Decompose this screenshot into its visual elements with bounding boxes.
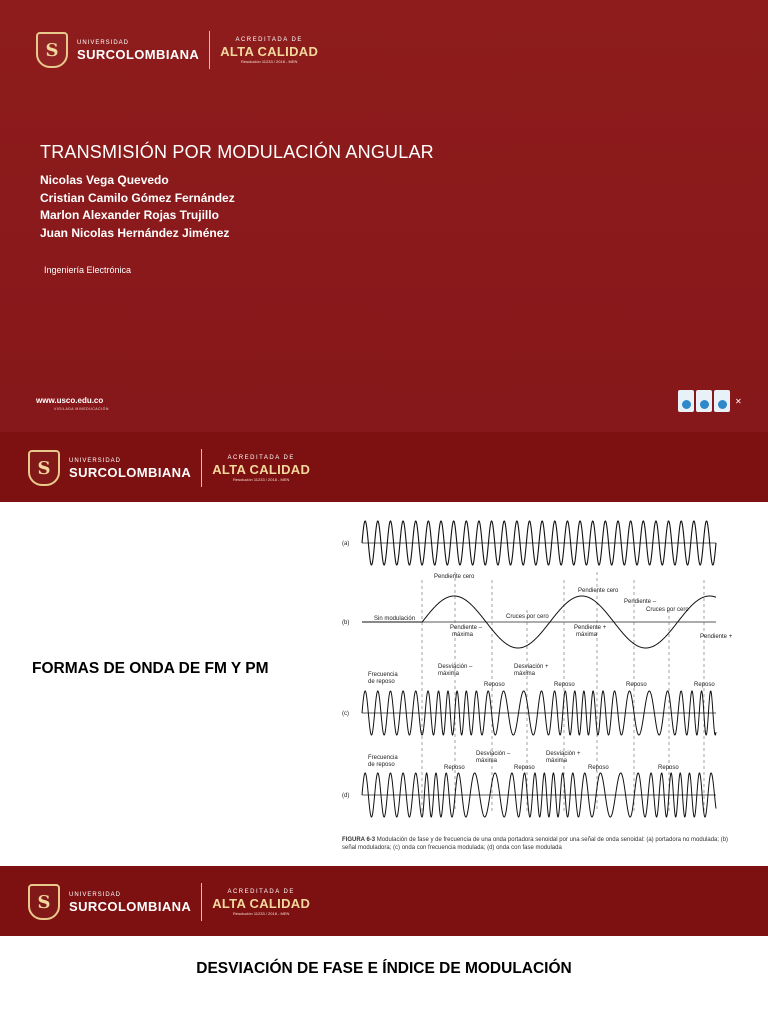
author-name: Nicolas Vega Quevedo — [40, 173, 169, 187]
label-zero-slope: Pendiente cero — [578, 588, 619, 594]
label-neg-slope-max: máxima — [452, 632, 474, 638]
label-deviation-neg: Desviación – — [438, 664, 473, 670]
university-small: UNIVERSIDAD — [77, 39, 130, 46]
accreditation-mark — [220, 37, 318, 64]
row-label: (a) — [342, 541, 350, 547]
label-no-modulation: Sin modulación — [374, 616, 416, 622]
certification-badges — [678, 390, 742, 412]
label-pos-slope-max: máxima — [576, 632, 598, 638]
university-logo — [28, 883, 310, 921]
label-neg-slope: Pendiente – — [450, 625, 483, 631]
logo-divider — [201, 883, 202, 921]
label-deviation-pos: Desviación + — [514, 664, 549, 670]
label-deviation-neg-max: máxima — [438, 671, 460, 677]
website-sub: VIGILADA MINEDUCACIÓN — [54, 407, 109, 411]
label-pos-slope: Pendiente + — [700, 634, 733, 640]
figure-caption — [342, 836, 732, 852]
close-icon: ✕ — [735, 396, 742, 406]
accreditation-mark — [212, 889, 310, 916]
caption-text: Modulación de fase y de frecuencia de una onda portadora senoidal por una señal de onda senoidal: (a) portadora no modulada; (b) señal moduladora; (c) onda con frecuencia modulada; (d) onda con fase modulada — [342, 837, 729, 851]
program-name: Ingeniería Electrónica — [44, 265, 132, 275]
author-name: Marlon Alexander Rojas Trujillo — [40, 208, 219, 222]
author-name: Cristian Camilo Gómez Fernández — [40, 190, 235, 205]
logo-divider — [201, 449, 202, 487]
label-deviation-pos-max: máxima — [546, 758, 568, 764]
label-rest-frequency: Frecuencia — [368, 672, 398, 678]
label-rest: Reposo — [626, 682, 647, 688]
label-neg-slope: Pendiente – — [624, 599, 657, 605]
certification-badge-icon — [696, 390, 712, 412]
accredited-small: ACREDITADA DE — [227, 888, 295, 895]
label-rest: Reposo — [444, 765, 465, 771]
label-rest: Reposo — [514, 765, 535, 771]
accredited-big: ALTA CALIDAD — [220, 43, 319, 59]
waveform-figure — [338, 512, 733, 834]
shield-icon: S — [28, 884, 60, 920]
accreditation-resolution: Resolución 11233 / 2018 - MEN — [232, 910, 290, 916]
accreditation-mark — [212, 455, 310, 482]
slide-title: FORMAS DE ONDA DE FM Y PM — [32, 660, 269, 677]
accredited-small: ACREDITADA DE — [227, 454, 295, 461]
university-small: UNIVERSIDAD — [69, 891, 122, 898]
label-rest: Reposo — [484, 682, 505, 688]
slide-header — [0, 432, 768, 502]
university-name: SURCOLOMBIANA — [77, 46, 200, 62]
accredited-big: ALTA CALIDAD — [212, 895, 311, 911]
caption-figure-number: FIGURA 6-3 — [342, 837, 376, 843]
accredited-small: ACREDITADA DE — [235, 36, 303, 43]
university-name: SURCOLOMBIANA — [69, 898, 192, 914]
label-rest-frequency: Frecuencia — [368, 755, 398, 761]
university-name: SURCOLOMBIANA — [69, 464, 192, 480]
label-rest-frequency-2: de reposo — [368, 762, 395, 768]
university-wordmark — [69, 892, 191, 913]
label-deviation-neg: Desviación – — [476, 751, 511, 757]
university-small: UNIVERSIDAD — [69, 457, 122, 464]
university-wordmark — [77, 40, 199, 61]
label-pos-slope: Pendiente + — [574, 625, 607, 631]
shield-icon: S — [28, 450, 60, 486]
university-wordmark — [69, 458, 191, 479]
certification-badge-icon — [714, 390, 730, 412]
label-rest: Reposo — [554, 682, 575, 688]
university-logo — [36, 31, 318, 69]
accreditation-resolution: Resolución 11233 / 2018 - MEN — [232, 476, 290, 482]
label-rest: Reposo — [694, 682, 715, 688]
label-zero-crossings: Cruces por cero — [506, 614, 549, 620]
website-url: www.usco.edu.co — [36, 396, 104, 405]
shield-icon: S — [36, 32, 68, 68]
label-deviation-neg-max: máxima — [476, 758, 498, 764]
row-label: (b) — [342, 620, 350, 626]
slide-title: DESVIACIÓN DE FASE E ÍNDICE DE MODULACIÓN — [196, 960, 572, 977]
label-rest: Reposo — [658, 765, 679, 771]
slide-title: TRANSMISIÓN POR MODULACIÓN ANGULAR — [40, 142, 434, 162]
slide-header — [0, 866, 768, 936]
logo-divider — [209, 31, 210, 69]
label-zero-crossings: Cruces por cero — [646, 607, 689, 613]
row-label: (c) — [342, 711, 349, 717]
label-deviation-pos: Desviación + — [546, 751, 581, 757]
waveforms-slide — [0, 432, 768, 866]
accreditation-resolution: Resolución 11233 / 2018 - MEN — [240, 58, 298, 64]
certification-badge-icon — [678, 390, 694, 412]
author-name: Juan Nicolas Hernández Jiménez — [40, 225, 230, 240]
row-label: (d) — [342, 793, 350, 799]
label-deviation-pos-max: máxima — [514, 671, 536, 677]
phase-deviation-slide — [0, 866, 768, 1024]
label-zero-slope: Pendiente cero — [434, 574, 475, 580]
university-logo — [28, 449, 310, 487]
title-slide — [0, 0, 768, 432]
label-rest: Reposo — [588, 765, 609, 771]
website — [36, 396, 109, 411]
label-rest-frequency-2: de reposo — [368, 679, 395, 685]
author-list — [40, 172, 235, 242]
accredited-big: ALTA CALIDAD — [212, 461, 311, 477]
